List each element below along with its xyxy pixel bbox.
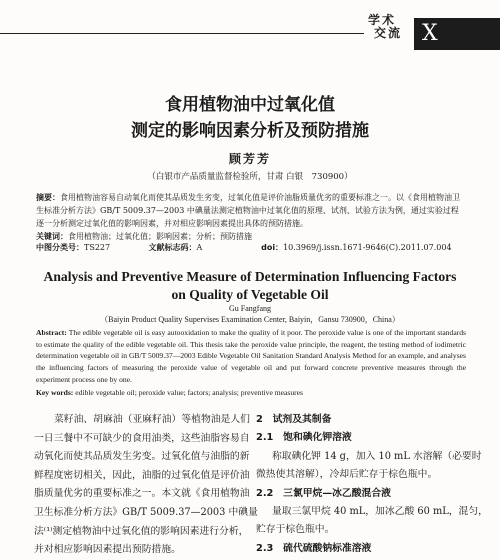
body-line: 量取三氯甲烷 40 mL，加冰乙酸 60 mL，混匀， (272, 506, 488, 518)
doc-code-value: A (196, 243, 203, 252)
chinese-title (0, 92, 500, 144)
clc-value: TS227 (84, 243, 111, 252)
column-mark (368, 14, 402, 39)
clc-label: 中图分类号： (36, 243, 84, 252)
english-abstract-text: The edible vegetable oil is easy autooxidation to make the quality of it poor. The peroxide value is one of the important standards to estimate the quality of the edible vegetable oil. This thesis take the peroxide value principle, the reagent, the testing method of iodimetric determination vegetable oil in GB/T 5009.37—2003 Edible Vegetable Oil Sanitation Standard Analysis Method for an example, and analyses the influencing factors of measuring the peroxide value of vegetable oil and put forward concrete preventive measures through the experiment process one by one. (36, 328, 466, 384)
chinese-affiliation: （白银市产品质量监督检验所，甘肃 白银 730900） (147, 172, 353, 182)
subsection-heading-mixture: 2.2 三氯甲烷—冰乙酸混合液 (256, 487, 391, 499)
column-mark-bottom: 交流 (374, 25, 403, 40)
section-letter-box: X (414, 18, 500, 50)
chinese-abstract-label: 摘要： (36, 193, 60, 202)
english-author: Gu Fangfang (229, 304, 271, 313)
english-affiliation: （Baiyin Product Quality Supervises Examination Center, Baiyin，Gansu 730900，China） (100, 315, 400, 324)
chinese-keywords-label: 关键词： (36, 232, 68, 241)
english-title-line1: Analysis and Preventive Measure of Determination Influencing Factors (43, 269, 457, 284)
body-line: 贮存于棕色瓶中。 (256, 524, 335, 536)
chinese-author: 顾芳芳 (228, 152, 271, 166)
body-line: 动氧化而使其品质发生劣变。过氧化值与油脂的新 (34, 451, 250, 463)
chinese-abstract-text: 食用植物油容易自动氧化而使其品质发生劣变，过氧化值是评价油脂质量优劣的重要标准之一。以《食用植物油卫生标准分析方法》GB/T 5009.37—2003 中碘量法测定植物油中过氧化值的原理、试剂、试验方法为例，通过实验过程逐一分析测定过氧化值的影响因素，并对相应影响因素提出具体的预防措施。 (36, 193, 460, 228)
body-line: 称取碘化钾 14 g，加入 10 mL 水溶解（必要时 (272, 450, 482, 462)
body-line: 法⁽¹⁾测定植物油中过氧化值的影响因素进行分析， (34, 525, 249, 537)
english-abstract-label: Abstract: (36, 328, 67, 337)
section-heading-reagents: 2 试剂及其制备 (256, 414, 332, 425)
body-line: 卫生标准分析方法》GB/T 5009.37—2003 中碘量 (34, 506, 258, 518)
body-line: 一日三餐中不可缺少的食用油类，这些油脂容易自 (34, 432, 250, 444)
doi-label: doi： (261, 243, 284, 252)
doc-code-label: 文献标志码： (148, 243, 197, 252)
chinese-keywords-text: 食用植物油；过氧化值；影响因素；分析；预防措施 (68, 232, 252, 241)
body-line: 鲜程度密切相关，因此，油脂的过氧化值是评价油 (34, 469, 250, 481)
doi-value: 10.3969/j.issn.1671-9646(C).2011.07.004 (283, 243, 452, 252)
journal-header (0, 0, 500, 56)
header-rule (0, 33, 364, 34)
body-line: 微热使其溶解），冷却后贮存于棕色瓶中。 (256, 469, 438, 481)
body-line: 脂质量优劣的重要标准之一。本文就《食用植物油 (34, 488, 250, 500)
english-title-line2: on Quality of Vegetable Oil (171, 287, 329, 302)
body-line: 并对相应影响因素提出预防措施。 (34, 544, 181, 556)
english-title (0, 268, 500, 304)
subsection-heading-ki: 2.1 饱和碘化钾溶液 (256, 432, 352, 444)
body-left-column (34, 411, 258, 560)
body-line: 菜籽油、胡麻油（亚麻籽油）等植物油是人们 (54, 414, 250, 425)
body-right-column (256, 411, 488, 558)
chinese-title-line2: 测定的影响因素分析及预防措施 (131, 121, 369, 141)
english-keywords (36, 388, 466, 397)
chinese-title-line1: 食用植物油中过氧化值 (165, 95, 335, 115)
column-mark-top: 学术 (368, 13, 397, 27)
english-abstract (36, 327, 466, 386)
english-keywords-text: edible vegetable oil; peroxide value; factors; analysis; preventive measures (75, 388, 303, 397)
english-keywords-label: Key words: (36, 388, 74, 397)
subsection-heading-thiosulfate: 2.3 硫代硫酸钠标准溶液 (256, 542, 372, 554)
chinese-abstract (36, 191, 466, 243)
classification-row (36, 242, 466, 253)
